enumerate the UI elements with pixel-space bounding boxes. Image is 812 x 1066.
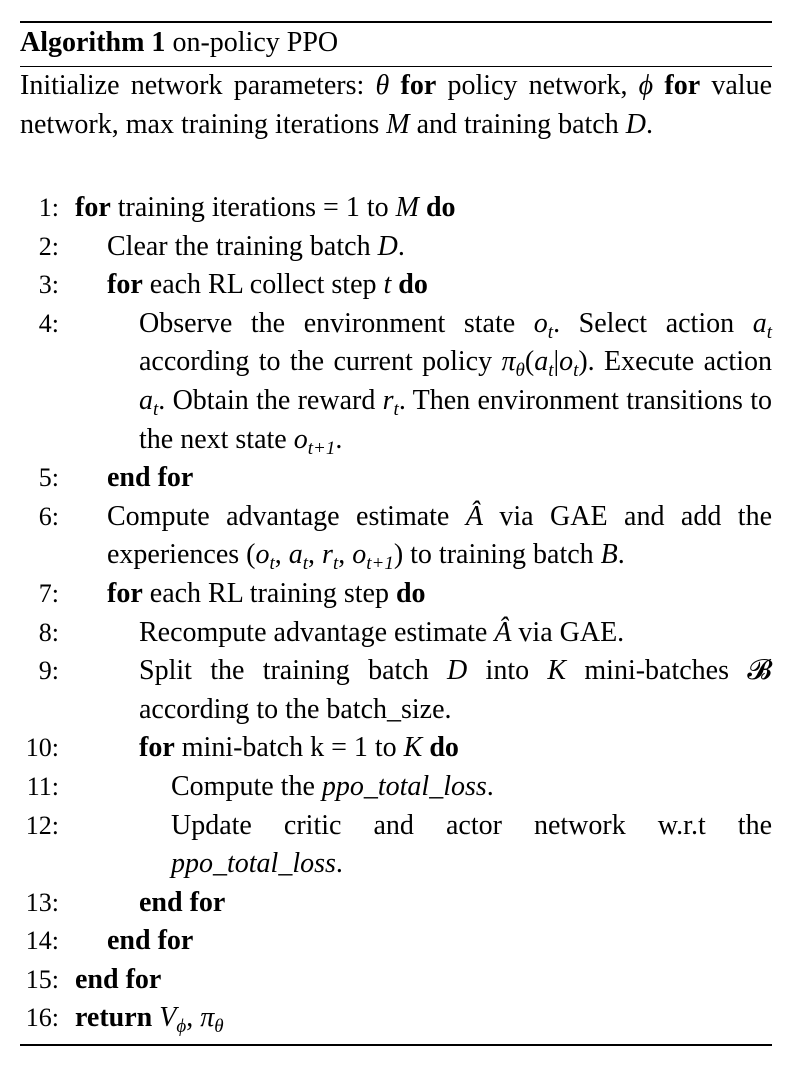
line-number: 9: — [38, 656, 59, 686]
line-text: for mini-batch k = 1 to K do — [139, 732, 459, 764]
algo-line-4 — [0, 305, 812, 459]
line-number: 1: — [38, 193, 59, 222]
algorithm-name: on-policy PPO — [172, 27, 339, 58]
algo-line-8 — [0, 614, 812, 653]
top-rule — [20, 21, 772, 23]
line-number: 16: — [25, 1003, 59, 1033]
algo-line-14 — [0, 922, 812, 961]
algo-line-9 — [0, 652, 812, 729]
algo-line-1 — [0, 189, 812, 228]
line-text: Recompute advantage estimate Â via GAE. — [139, 616, 625, 648]
line-text: Clear the training batch D. — [107, 230, 405, 262]
line-text: for training iterations = 1 to M do — [75, 192, 456, 223]
algo-line-13 — [0, 884, 812, 923]
algo-line-11 — [0, 768, 812, 807]
algo-line-15 — [0, 961, 812, 1000]
line-number: 13: — [25, 887, 59, 917]
line-text: Split the training batch D into K mini-batches 𝓑 according to the batch_size. — [139, 655, 772, 725]
line-number: 8: — [38, 617, 59, 647]
line-text: Update critic and actor network w.r.t the ppo_total_loss. — [171, 809, 772, 880]
line-text: for each RL collect step t do — [107, 269, 428, 301]
algo-line-6 — [0, 498, 812, 575]
line-text: end for — [139, 886, 226, 918]
line-number: 11: — [26, 771, 59, 801]
line-number: 7: — [38, 578, 59, 608]
line-text: Compute the ppo_total_loss. — [171, 770, 494, 802]
line-number: 2: — [38, 231, 59, 261]
line-text: end for — [75, 963, 162, 995]
algorithm-intro: Initialize network parameters: θ for policy network, ϕ for value network, max training iterations M and training batch D. — [20, 70, 772, 140]
algo-line-7 — [0, 575, 812, 614]
algorithm-lines — [0, 189, 812, 1038]
line-number: 3: — [38, 270, 59, 300]
line-number: 6: — [38, 501, 59, 531]
algo-line-12 — [0, 807, 812, 884]
line-text: end for — [107, 462, 194, 494]
line-number: 12: — [25, 810, 59, 840]
algorithm-label: Algorithm 1 — [20, 27, 166, 58]
line-number: 5: — [38, 463, 59, 493]
algo-line-2 — [0, 228, 812, 267]
algo-line-10 — [0, 729, 812, 768]
algo-line-16 — [0, 999, 812, 1038]
line-number: 4: — [38, 308, 59, 338]
line-text: Compute advantage estimate Â via GAE and add the experiences ($o_t$, $a_t$, $r_t$, $o_{t+1}$) to training batch B. — [107, 500, 772, 575]
line-text: return $V_\phi$, $\pi_\theta$ — [75, 1002, 224, 1038]
algo-line-3 — [0, 266, 812, 305]
algo-line-5 — [0, 459, 812, 498]
line-text: end for — [107, 925, 194, 957]
line-number: 10: — [25, 733, 59, 763]
line-number: 14: — [25, 926, 59, 956]
line-text: Observe the environment state $o_t$. Select action $a_t$ according to the current policy $\pi_\theta(a_t|o_t)$. Execute action $a_t$. Obtain the reward $r_t$. Then environment transitions to the next state $o_{t+1}$. — [139, 307, 772, 459]
bottom-rule — [20, 1044, 772, 1046]
line-text: for each RL training step do — [107, 577, 426, 609]
algorithm-title — [20, 24, 338, 62]
line-number: 15: — [25, 964, 59, 994]
